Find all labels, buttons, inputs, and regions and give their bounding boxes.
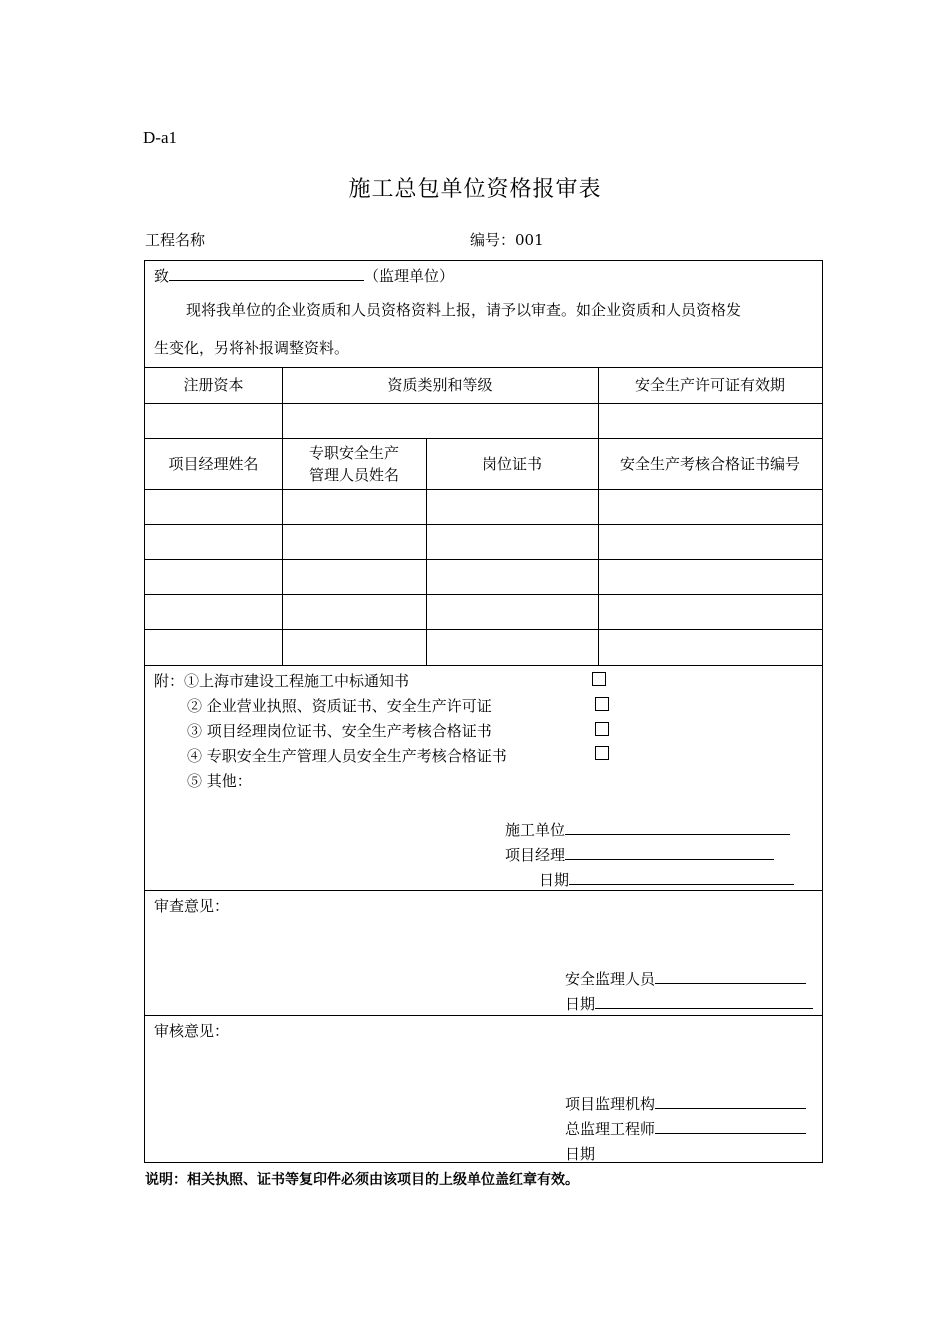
form-table bbox=[144, 260, 823, 1163]
rule bbox=[145, 403, 822, 404]
col-safety-officer-line1: 专职安全生产 bbox=[308, 443, 399, 462]
attachment-item: ② 企业营业执照、资质证书、安全生产许可证 bbox=[187, 697, 492, 715]
supervision-org-label: 项目监理机构 bbox=[565, 1095, 656, 1113]
addressee-suffix: （监理单位） bbox=[364, 267, 455, 285]
col-safety-officer-line2: 管理人员姓名 bbox=[308, 465, 399, 484]
addressee-prefix: 致 bbox=[154, 267, 170, 285]
rule bbox=[145, 489, 822, 490]
supervision-org-field[interactable] bbox=[655, 1093, 806, 1109]
addressee-blank[interactable] bbox=[169, 265, 364, 281]
rule bbox=[145, 629, 822, 630]
attachment-checkbox[interactable] bbox=[595, 697, 609, 711]
serial-number: 编号：001 bbox=[470, 231, 544, 249]
col-registered-capital: 注册资本 bbox=[183, 376, 244, 394]
col-pm-name: 项目经理姓名 bbox=[168, 454, 259, 473]
attachment-checkbox[interactable] bbox=[595, 746, 609, 760]
attachment-item: ③ 项目经理岗位证书、安全生产考核合格证书 bbox=[187, 722, 492, 740]
contractor-date-label: 日期 bbox=[539, 871, 570, 889]
safety-supervisor-field[interactable] bbox=[655, 968, 806, 984]
intro-text-line1: 现将我单位的企业资质和人员资格资料上报，请予以审查。如企业资质和人员资格发 bbox=[186, 301, 742, 319]
col-safety-cert-no: 安全生产考核合格证书编号 bbox=[619, 454, 800, 473]
attachment-item: 附：①上海市建设工程施工中标通知书 bbox=[154, 672, 410, 690]
rule bbox=[145, 559, 822, 560]
attachment-checkbox[interactable] bbox=[592, 672, 606, 686]
form-code: D-a1 bbox=[143, 128, 177, 147]
rule bbox=[145, 524, 822, 525]
audit-label: 审核意见： bbox=[154, 1022, 230, 1040]
contractor-signature bbox=[505, 818, 794, 893]
col-safety-license: 安全生产许可证有效期 bbox=[634, 376, 785, 394]
page-title: 施工总包单位资格报审表 bbox=[348, 177, 602, 202]
chief-engineer-label: 总监理工程师 bbox=[565, 1120, 656, 1138]
attachment-checkbox[interactable] bbox=[595, 722, 609, 736]
rule bbox=[598, 367, 599, 665]
audit-date-label: 日期 bbox=[565, 1145, 596, 1163]
addressee-line bbox=[154, 265, 454, 286]
project-manager-label: 项目经理 bbox=[505, 846, 566, 864]
chief-engineer-field[interactable] bbox=[655, 1118, 806, 1134]
project-manager-field[interactable] bbox=[565, 844, 774, 860]
review-date-field[interactable] bbox=[595, 993, 813, 1009]
project-name-label: 工程名称 bbox=[145, 231, 206, 249]
rule bbox=[145, 594, 822, 595]
review-signature bbox=[565, 967, 813, 1017]
safety-supervisor-label: 安全监理人员 bbox=[565, 970, 656, 988]
col-safety-officer-name bbox=[282, 438, 426, 489]
contractor-unit-field[interactable] bbox=[565, 819, 790, 835]
rule bbox=[145, 665, 822, 666]
col-post-cert: 岗位证书 bbox=[481, 454, 542, 473]
review-label: 审查意见： bbox=[154, 897, 230, 915]
rule bbox=[282, 367, 283, 665]
audit-signature bbox=[565, 1092, 806, 1167]
intro-text-line2: 生变化，另将补报调整资料。 bbox=[154, 339, 350, 357]
attachment-item: ④ 专职安全生产管理人员安全生产考核合格证书 bbox=[187, 747, 507, 765]
col-qualification: 资质类别和等级 bbox=[387, 376, 493, 394]
footnote: 说明：相关执照、证书等复印件必须由该项目的上级单位盖红章有效。 bbox=[145, 1172, 579, 1188]
contractor-date-field[interactable] bbox=[569, 869, 794, 885]
contractor-unit-label: 施工单位 bbox=[505, 821, 566, 839]
review-date-label: 日期 bbox=[565, 995, 596, 1013]
attachment-item: ⑤ 其他： bbox=[187, 772, 252, 790]
attachment-list bbox=[154, 669, 507, 794]
